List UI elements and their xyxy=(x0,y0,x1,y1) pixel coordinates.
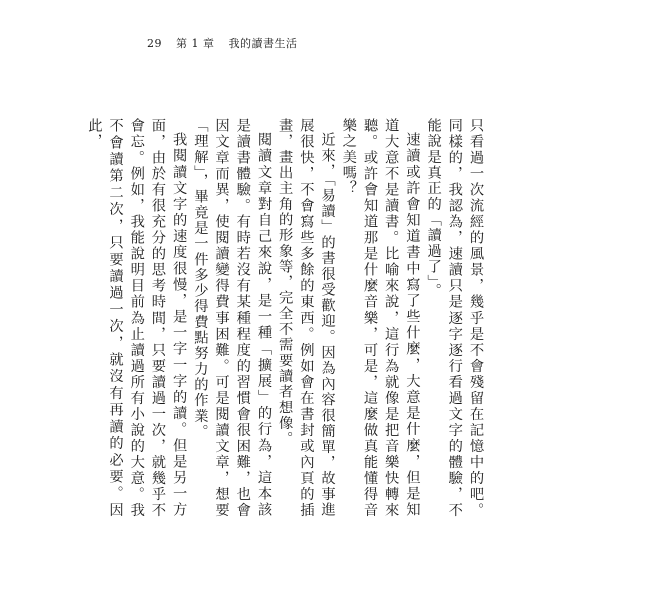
paragraph: 速讀或許會知道書中寫了些什麼，大意是什麼，但是知道大意不是讀書。比喻來說，這行為就像是把音樂快轉來聽。或許會知道那是什麼音樂，可是，這麼做真能懂得音樂之美嗎？ xyxy=(340,118,421,518)
chapter-label: 第 1 章 xyxy=(176,37,215,50)
chapter-title: 我的讀書生活 xyxy=(228,37,298,50)
paragraph: 近來，「易讀」的書很受歡迎。因為內容很簡單，故事進展很快，不會寫些多餘的東西。例如會在書封或內頁的插畫，畫出主角的形象等，完全不需要讀者想像。 xyxy=(277,118,336,518)
vertical-body-text xyxy=(86,118,486,518)
page-header xyxy=(147,35,304,51)
paragraph: 只看過一次流經的風景，幾乎是不會殘留在記憶中的吧。同樣的，我認為，速讀只是逐字逐行看過文字的體驗，不能說是真正的「讀過了」。 xyxy=(425,118,484,518)
paragraph: 我閱讀文字的速度很慢，是一字一字的讀。但是另一方面，由於有很充分的思考時間，只要讀過一次，就幾乎不會忘。例如，我能說明目前為止讀過所有小說的大意。我不會讀第二次，只要讀過一次，就沒有再讀的必要。因此， xyxy=(86,118,188,518)
page-number: 29 xyxy=(147,37,162,50)
paragraph: 閱讀文章對自己來說，是一種「擴展」的行為，這本該是讀書體驗。有時若沒有某種程度的習慣會很困難，也會因文章而異，使閱讀變得費事困難。可是閱讀文章，想要「理解」，畢竟是一件多少得費點努力的作業。 xyxy=(192,118,272,518)
